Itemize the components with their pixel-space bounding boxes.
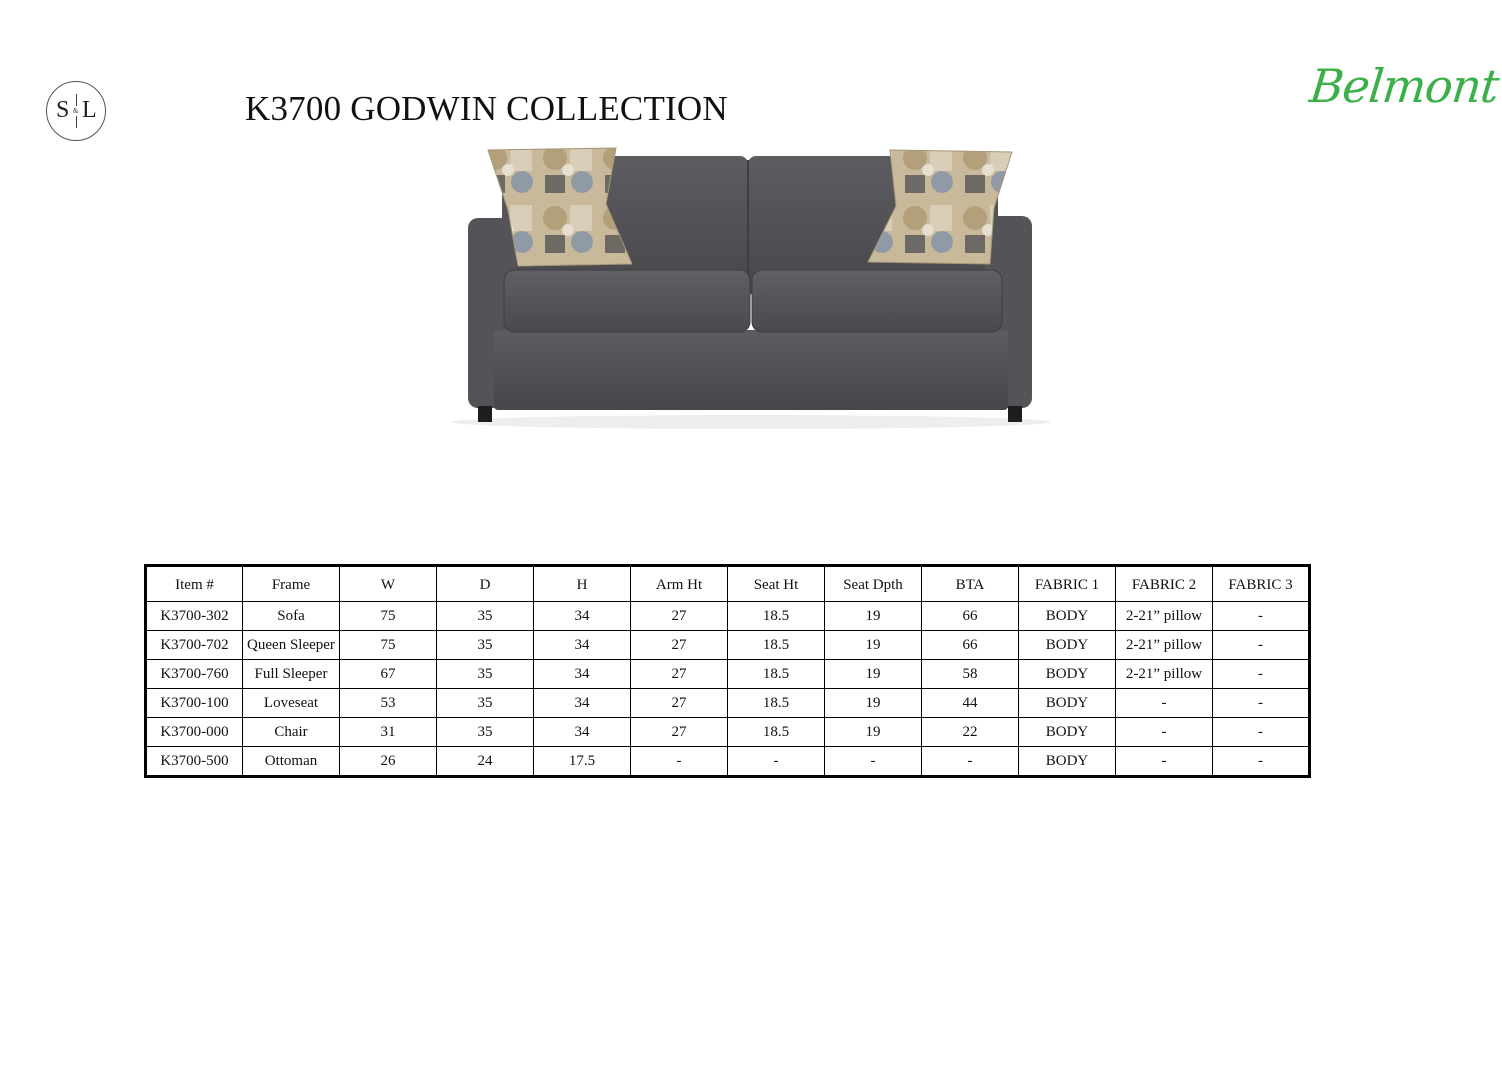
cell-fabric-1: BODY <box>1019 718 1116 747</box>
cell-depth: 35 <box>437 718 534 747</box>
cell-seat-height: 18.5 <box>728 689 825 718</box>
cell-height: 34 <box>534 631 631 660</box>
cell-fabric-2: - <box>1116 718 1213 747</box>
table-row <box>146 747 1310 777</box>
brand-monogram-logo <box>46 81 106 141</box>
cell-fabric-1: BODY <box>1019 747 1116 777</box>
cell-item: K3700-302 <box>146 602 243 631</box>
sofa-leg <box>1008 406 1022 422</box>
logo-ampersand: & <box>73 107 79 115</box>
cell-fabric-1: BODY <box>1019 689 1116 718</box>
page-title: K3700 GODWIN COLLECTION <box>245 89 728 128</box>
cell-bta: 58 <box>922 660 1019 689</box>
dimensions-table <box>144 564 1311 778</box>
logo-letter-s: S <box>56 97 70 123</box>
cell-bta: 66 <box>922 602 1019 631</box>
cell-seat-height: 18.5 <box>728 718 825 747</box>
cell-item: K3700-500 <box>146 747 243 777</box>
cell-fabric-3: - <box>1213 660 1310 689</box>
cell-item: K3700-100 <box>146 689 243 718</box>
table-row <box>146 631 1310 660</box>
cell-width: 75 <box>340 602 437 631</box>
cell-fabric-2: - <box>1116 689 1213 718</box>
cell-seat-depth: 19 <box>825 718 922 747</box>
cell-frame: Sofa <box>243 602 340 631</box>
col-header-seat-height: Seat Ht <box>728 566 825 602</box>
table-row <box>146 602 1310 631</box>
cell-width: 53 <box>340 689 437 718</box>
cell-depth: 24 <box>437 747 534 777</box>
cell-seat-depth: 19 <box>825 631 922 660</box>
cell-fabric-1: BODY <box>1019 631 1116 660</box>
table-row <box>146 718 1310 747</box>
cell-width: 26 <box>340 747 437 777</box>
cell-fabric-3: - <box>1213 631 1310 660</box>
cell-fabric-3: - <box>1213 689 1310 718</box>
cell-frame: Queen Sleeper <box>243 631 340 660</box>
col-header-item: Item # <box>146 566 243 602</box>
cell-seat-depth: - <box>825 747 922 777</box>
cell-depth: 35 <box>437 660 534 689</box>
cell-seat-depth: 19 <box>825 602 922 631</box>
cell-height: 34 <box>534 689 631 718</box>
table-header-row <box>146 566 1310 602</box>
sofa-leg <box>478 406 492 422</box>
logo-divider-top <box>76 94 77 106</box>
cell-bta: - <box>922 747 1019 777</box>
col-header-bta: BTA <box>922 566 1019 602</box>
cell-width: 75 <box>340 631 437 660</box>
cell-fabric-2: 2-21” pillow <box>1116 602 1213 631</box>
col-header-width: W <box>340 566 437 602</box>
cell-arm-height: 27 <box>631 718 728 747</box>
cell-item: K3700-702 <box>146 631 243 660</box>
cell-seat-depth: 19 <box>825 660 922 689</box>
col-header-arm-height: Arm Ht <box>631 566 728 602</box>
cell-height: 17.5 <box>534 747 631 777</box>
col-header-fabric-1: FABRIC 1 <box>1019 566 1116 602</box>
cell-depth: 35 <box>437 689 534 718</box>
cell-frame: Ottoman <box>243 747 340 777</box>
cell-arm-height: 27 <box>631 660 728 689</box>
sofa-base <box>494 330 1008 410</box>
cell-frame: Loveseat <box>243 689 340 718</box>
cell-bta: 66 <box>922 631 1019 660</box>
sofa-product-image <box>420 140 1082 432</box>
cell-fabric-2: 2-21” pillow <box>1116 660 1213 689</box>
table-row <box>146 689 1310 718</box>
cell-fabric-3: - <box>1213 718 1310 747</box>
cell-item: K3700-000 <box>146 718 243 747</box>
cell-fabric-2: 2-21” pillow <box>1116 631 1213 660</box>
cell-width: 31 <box>340 718 437 747</box>
cell-fabric-2: - <box>1116 747 1213 777</box>
cell-height: 34 <box>534 660 631 689</box>
cell-seat-height: 18.5 <box>728 631 825 660</box>
cell-depth: 35 <box>437 631 534 660</box>
cell-depth: 35 <box>437 602 534 631</box>
cell-arm-height: 27 <box>631 689 728 718</box>
cell-arm-height: - <box>631 747 728 777</box>
cell-fabric-3: - <box>1213 602 1310 631</box>
cell-arm-height: 27 <box>631 631 728 660</box>
cell-seat-height: 18.5 <box>728 660 825 689</box>
cell-height: 34 <box>534 602 631 631</box>
col-header-frame: Frame <box>243 566 340 602</box>
table-row <box>146 660 1310 689</box>
cell-item: K3700-760 <box>146 660 243 689</box>
cell-seat-height: - <box>728 747 825 777</box>
cell-seat-height: 18.5 <box>728 602 825 631</box>
cell-bta: 22 <box>922 718 1019 747</box>
logo-letter-l: L <box>82 97 97 123</box>
cell-frame: Full Sleeper <box>243 660 340 689</box>
cell-arm-height: 27 <box>631 602 728 631</box>
cell-fabric-1: BODY <box>1019 602 1116 631</box>
col-header-fabric-3: FABRIC 3 <box>1213 566 1310 602</box>
col-header-depth: D <box>437 566 534 602</box>
cell-fabric-3: - <box>1213 747 1310 777</box>
cell-seat-depth: 19 <box>825 689 922 718</box>
cell-width: 67 <box>340 660 437 689</box>
cell-height: 34 <box>534 718 631 747</box>
brand-wordmark: Belmont <box>1307 59 1502 113</box>
col-header-seat-depth: Seat Dpth <box>825 566 922 602</box>
logo-divider-bottom <box>76 116 77 128</box>
cell-bta: 44 <box>922 689 1019 718</box>
cell-frame: Chair <box>243 718 340 747</box>
cell-fabric-1: BODY <box>1019 660 1116 689</box>
col-header-height: H <box>534 566 631 602</box>
col-header-fabric-2: FABRIC 2 <box>1116 566 1213 602</box>
